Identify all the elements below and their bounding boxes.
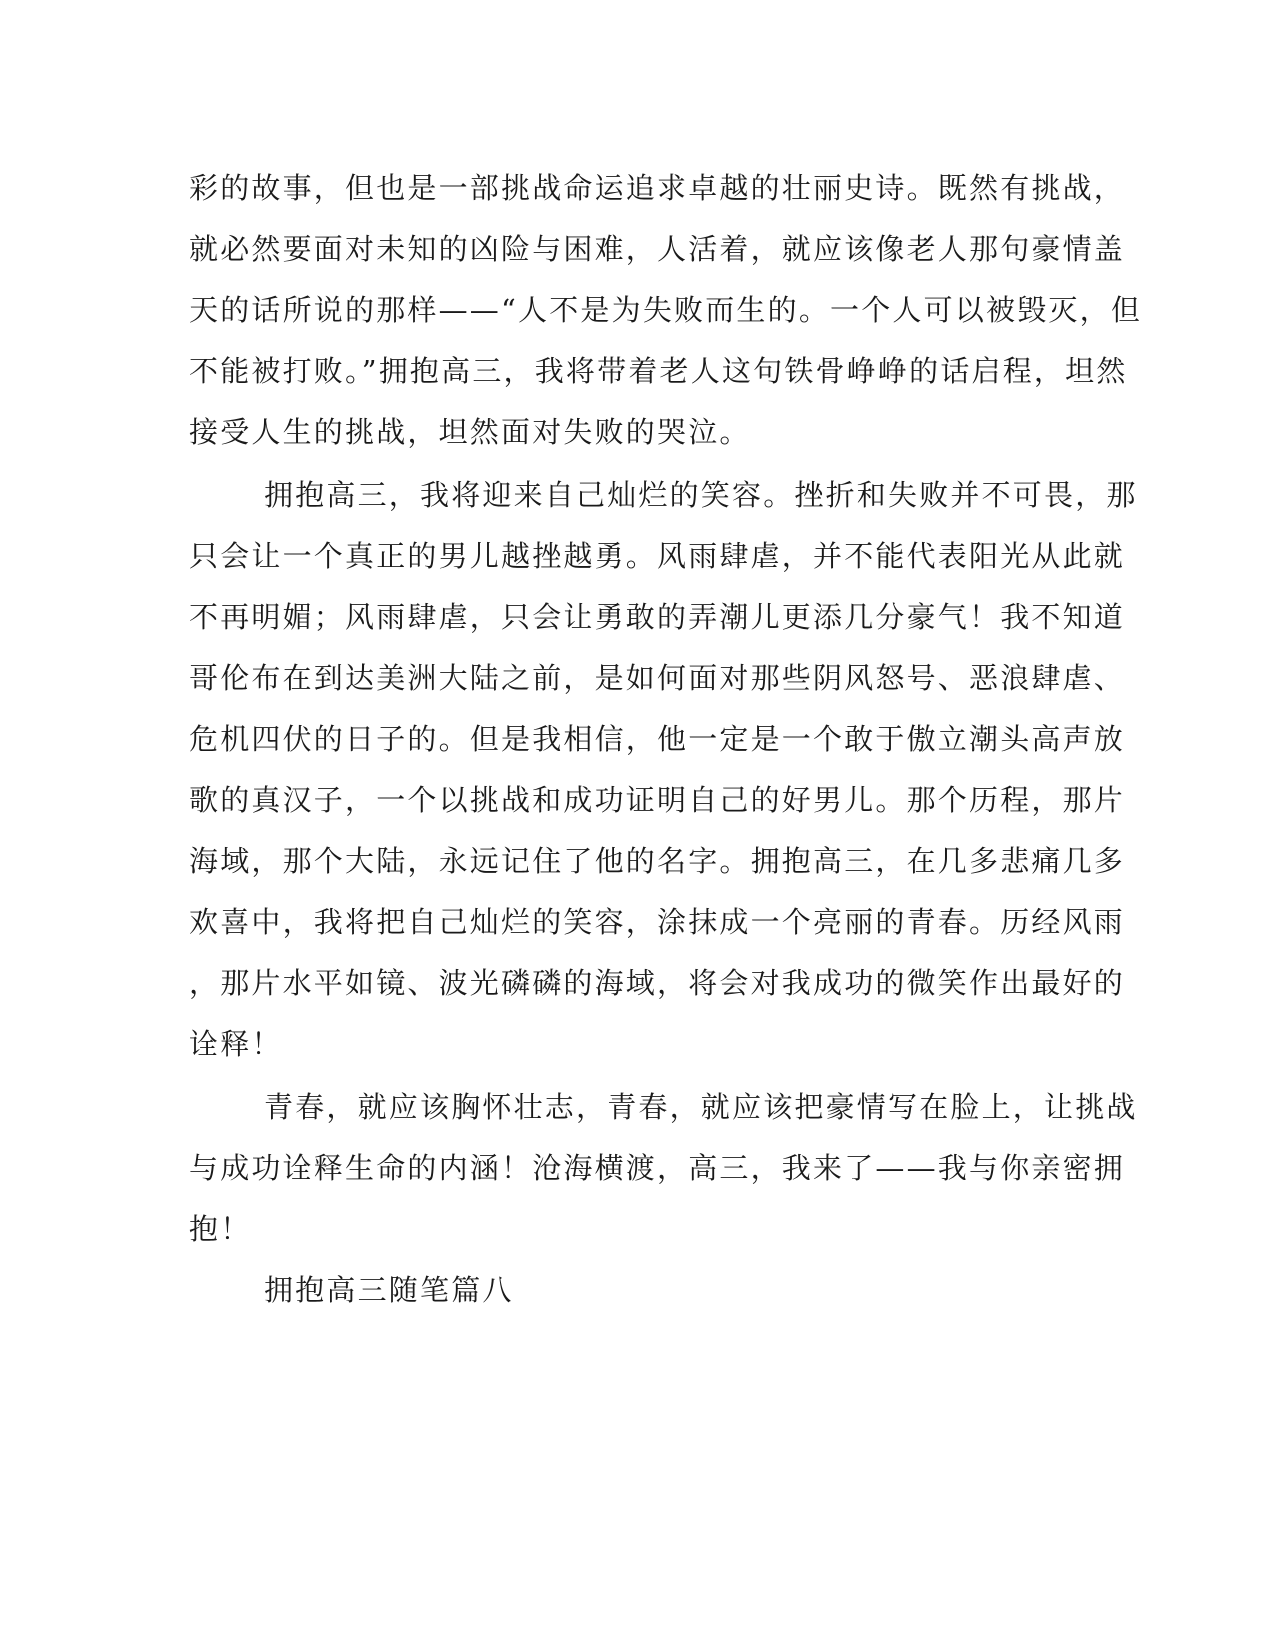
text-line: 诠释！	[189, 1027, 283, 1061]
text-line: 不能被打败。”拥抱高三，我将带着老人这句铁骨峥峥的话启程，坦然	[189, 354, 1128, 388]
paragraph-4-heading	[189, 1268, 1084, 1329]
paragraph-2	[189, 473, 1138, 1083]
section-heading: 拥抱高三随笔篇八	[264, 1273, 514, 1307]
text-line: 哥伦布在到达美洲大陆之前，是如何面对那些阴风怒号、恶浪肆虐、	[189, 661, 1126, 695]
text-line: 抱！	[189, 1212, 252, 1246]
text-line: 海域，那个大陆，永远记住了他的名字。拥抱高三，在几多悲痛几多	[189, 844, 1126, 878]
text-line: 不再明媚；风雨肆虐，只会让勇敢的弄潮儿更添几分豪气！我不知道	[189, 600, 1126, 634]
text-line: ，那片水平如镜、波光磷磷的海域，将会对我成功的微笑作出最好的	[189, 966, 1126, 1000]
text-line: 彩的故事，但也是一部挑战命运追求卓越的壮丽史诗。既然有挑战，	[189, 171, 1126, 205]
paragraph-3	[189, 1085, 1138, 1268]
text-line: 只会让一个真正的男儿越挫越勇。风雨肆虐，并不能代表阳光从此就	[189, 539, 1126, 573]
paragraph-1	[189, 166, 1143, 471]
text-line: 歌的真汉子，一个以挑战和成功证明自己的好男儿。那个历程，那片	[189, 783, 1126, 817]
text-line: 天的话所说的那样——“人不是为失败而生的。一个人可以被毁灭，但	[189, 293, 1143, 327]
text-line: 欢喜中，我将把自己灿烂的笑容，涂抹成一个亮丽的青春。历经风雨	[189, 905, 1126, 939]
text-line: 危机四伏的日子的。但是我相信，他一定是一个敢于傲立潮头高声放	[189, 722, 1126, 756]
body-text	[189, 166, 1143, 1329]
text-line: 青春，就应该胸怀壮志，青春，就应该把豪情写在脸上，让挑战	[264, 1090, 1138, 1124]
text-line: 就必然要面对未知的凶险与困难，人活着，就应该像老人那句豪情盖	[189, 232, 1126, 266]
text-line: 拥抱高三，我将迎来自己灿烂的笑容。挫折和失败并不可畏，那	[264, 478, 1138, 512]
text-line: 与成功诠释生命的内涵！沧海横渡，高三，我来了——我与你亲密拥	[189, 1151, 1126, 1185]
text-line: 接受人生的挑战，坦然面对失败的哭泣。	[189, 415, 751, 449]
